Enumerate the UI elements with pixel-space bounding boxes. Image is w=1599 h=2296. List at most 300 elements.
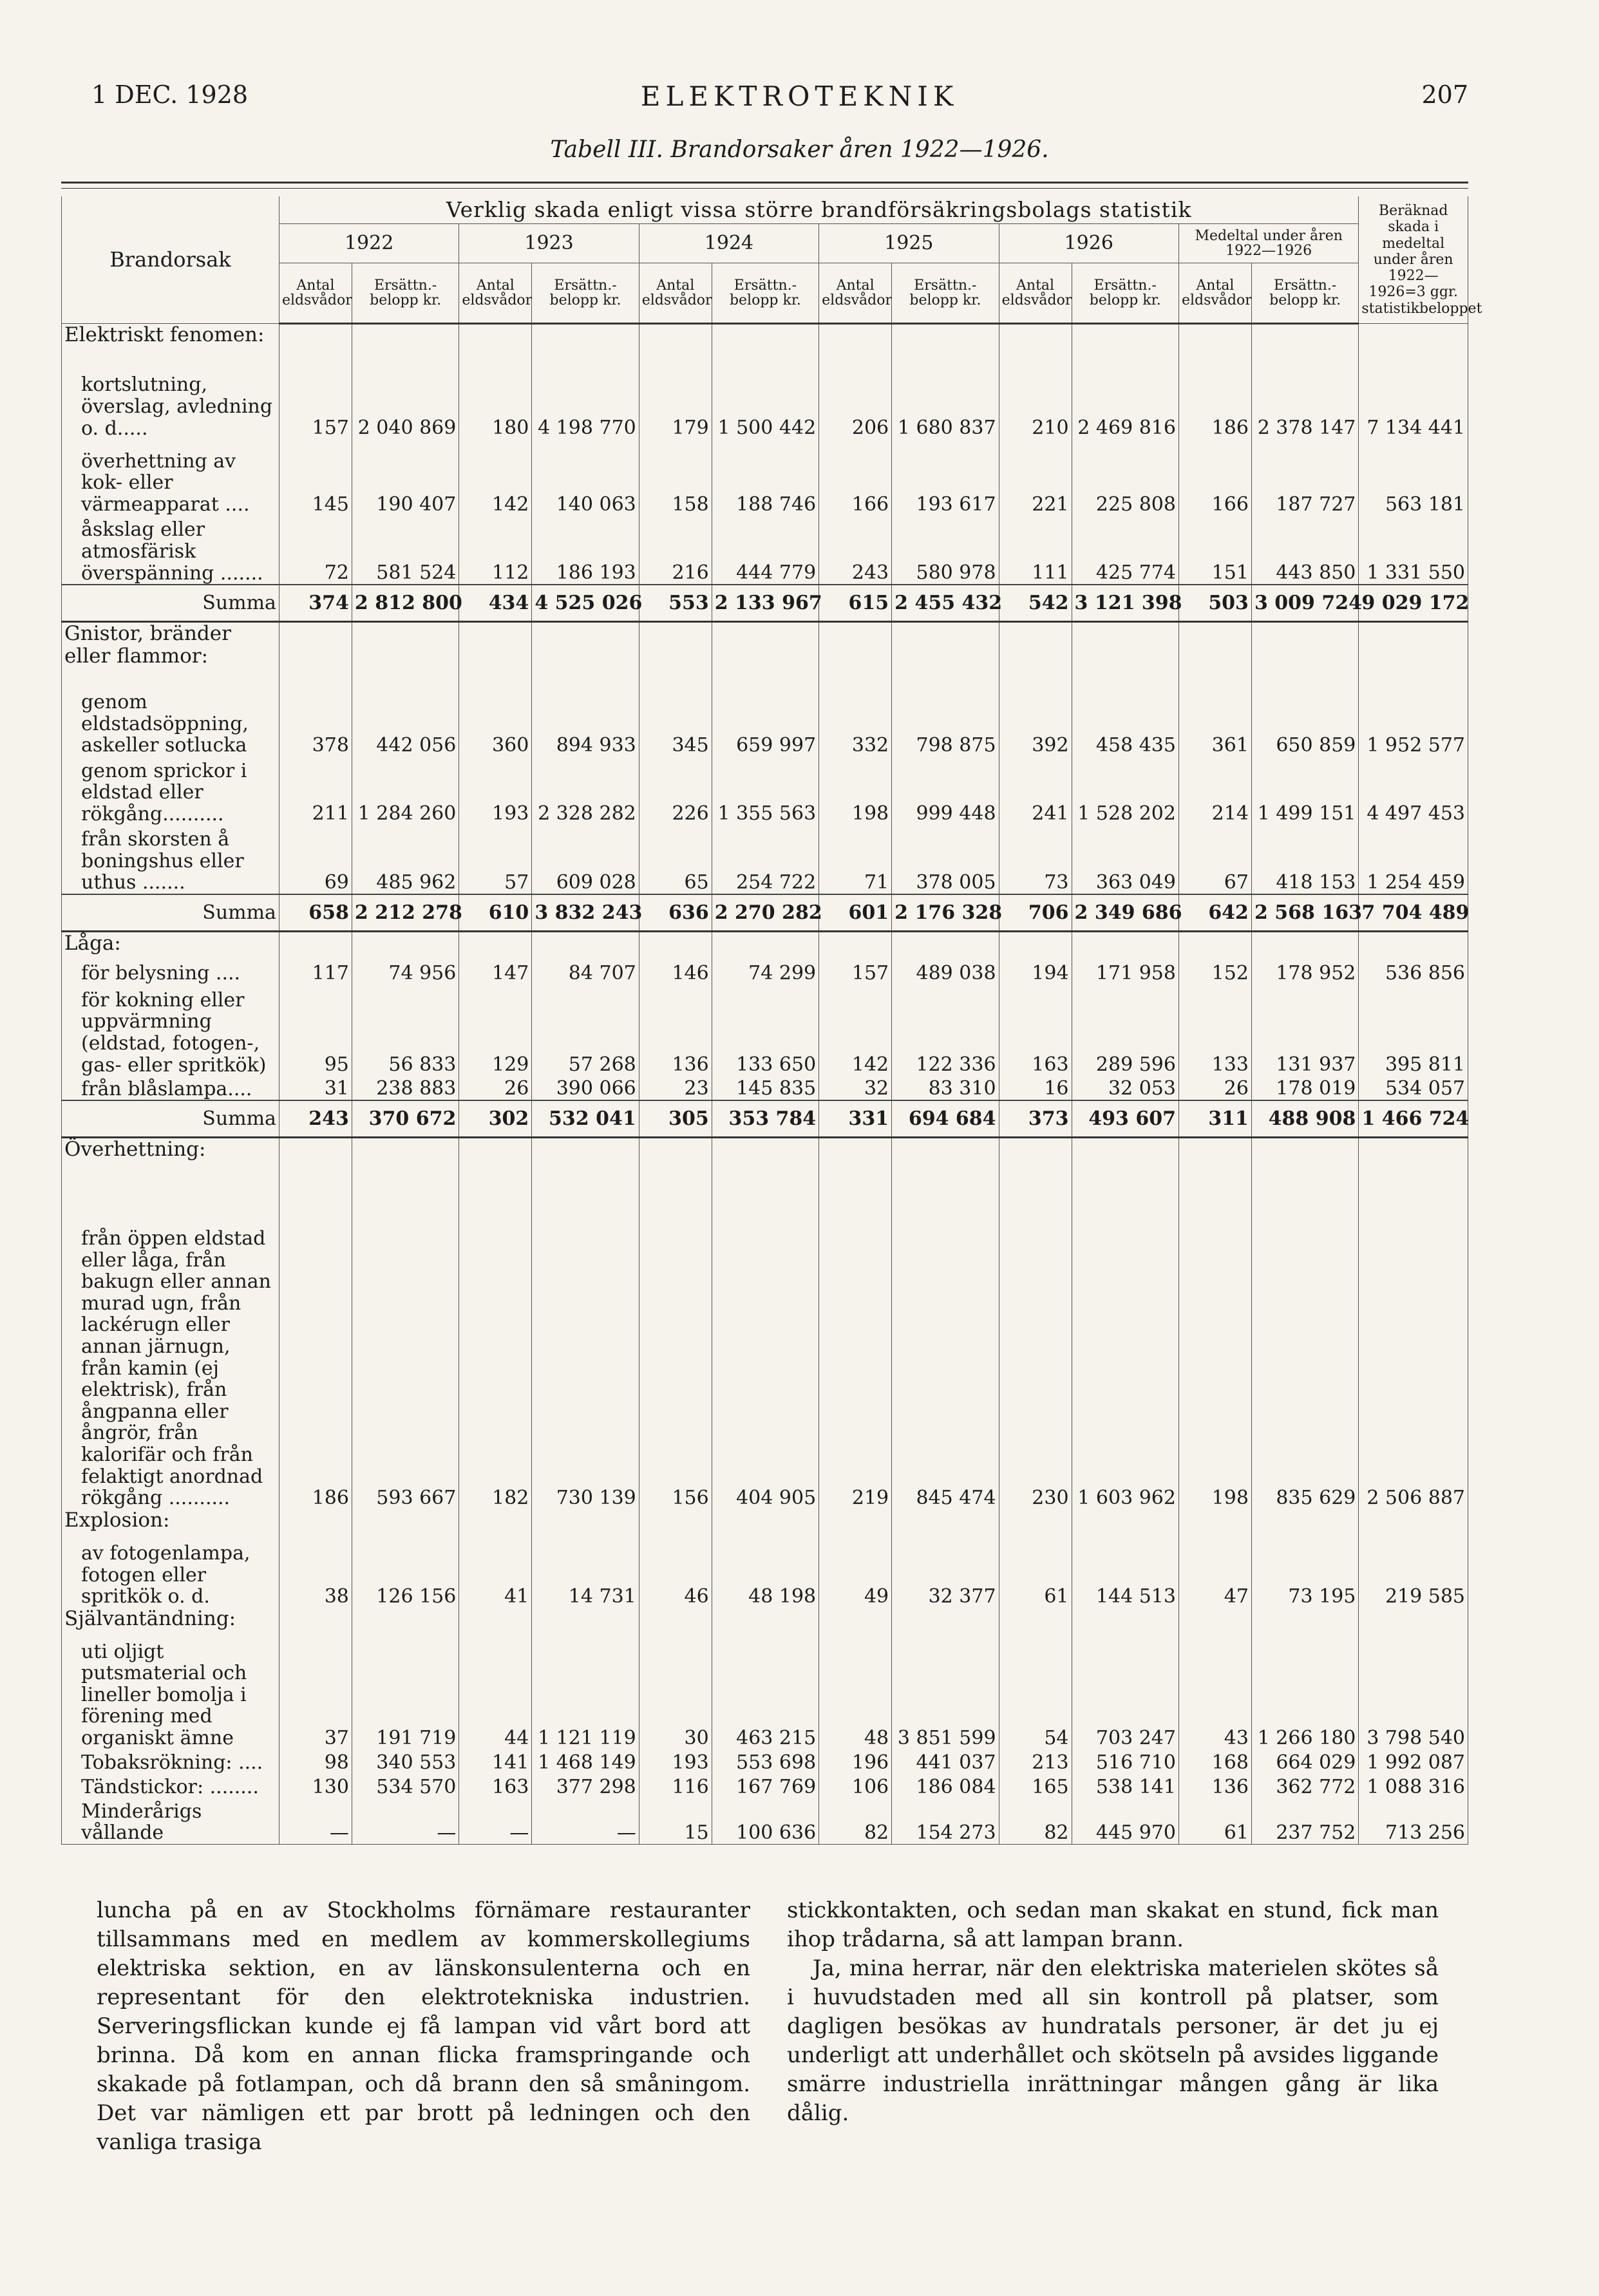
ersattn-cell: 2 328 282	[532, 757, 639, 825]
header-year: 1926	[999, 224, 1178, 263]
table-row	[62, 1798, 1468, 1845]
empty-cell	[819, 622, 892, 675]
empty-cell	[1359, 622, 1468, 675]
summa-row	[62, 894, 1468, 932]
ersattn-cell: 14 731	[532, 1539, 639, 1608]
header-antal: Antal eldsvådor	[459, 263, 532, 324]
empty-cell	[352, 932, 459, 957]
estimated-damage-cell: 1 254 459	[1359, 825, 1468, 894]
antal-cell: —	[279, 1798, 352, 1845]
ersattn-cell: 404 905	[712, 1169, 818, 1509]
table-body	[62, 324, 1468, 1845]
ersattn-cell: 441 037	[892, 1749, 999, 1774]
header-ersattn: Ersättn.-belopp kr.	[532, 263, 639, 324]
ersattn-cell: 532 041	[532, 1100, 639, 1138]
text-column-left	[97, 1896, 750, 2157]
antal-cell: 392	[999, 675, 1072, 757]
ersattn-cell: 84 707	[532, 957, 639, 984]
table-row	[62, 516, 1468, 585]
category-label: Låga:	[62, 932, 279, 957]
ersattn-cell: 538 141	[1072, 1774, 1178, 1798]
header-antal: Antal eldsvådor	[639, 263, 712, 324]
estimated-damage-cell: 713 256	[1359, 1798, 1468, 1845]
ersattn-cell: 593 667	[352, 1169, 459, 1509]
page-number: 207	[1421, 80, 1468, 109]
ersattn-cell: 2 176 328	[892, 894, 999, 932]
empty-cell	[1178, 622, 1251, 675]
estimated-damage-cell: 1 952 577	[1359, 675, 1468, 757]
antal-cell: 168	[1178, 1749, 1251, 1774]
antal-cell: 179	[639, 351, 712, 439]
estimated-damage-cell: 7 134 441	[1359, 351, 1468, 439]
ersattn-cell: 3 832 243	[532, 894, 639, 932]
table-row	[62, 1169, 1468, 1509]
antal-cell: 206	[819, 351, 892, 439]
antal-cell: 194	[999, 957, 1072, 984]
antal-cell: 65	[639, 825, 712, 894]
ersattn-cell: 463 215	[712, 1635, 818, 1749]
estimated-damage-cell: 1 466 724	[1359, 1100, 1468, 1138]
ersattn-cell: 187 727	[1251, 439, 1358, 515]
ersattn-cell: 553 698	[712, 1749, 818, 1774]
header-antal: Antal eldsvådor	[999, 263, 1072, 324]
header-antal: Antal eldsvådor	[1178, 263, 1251, 324]
antal-cell: 332	[819, 675, 892, 757]
summa-row	[62, 1100, 1468, 1138]
estimated-damage-cell: 1 992 087	[1359, 1749, 1468, 1774]
estimated-damage-cell: 1 331 550	[1359, 516, 1468, 585]
antal-cell: 61	[999, 1539, 1072, 1608]
empty-cell	[532, 1608, 639, 1635]
empty-cell	[1178, 1138, 1251, 1169]
antal-cell: 61	[1178, 1798, 1251, 1845]
category-row	[62, 1138, 1468, 1169]
ersattn-cell: 580 978	[892, 516, 999, 585]
antal-cell: 142	[459, 439, 532, 515]
header-average: Medeltal under åren 1922—1926	[1178, 224, 1358, 263]
estimated-damage-cell: 4 497 453	[1359, 757, 1468, 825]
empty-cell	[712, 1509, 818, 1539]
header-antal: Antal eldsvådor	[279, 263, 352, 324]
ersattn-cell: 444 779	[712, 516, 818, 585]
ersattn-cell: 48 198	[712, 1539, 818, 1608]
antal-cell: 133	[1178, 984, 1251, 1076]
estimated-damage-cell: 9 029 172	[1359, 585, 1468, 622]
ersattn-cell: 534 570	[352, 1774, 459, 1798]
ersattn-cell: 145 835	[712, 1076, 818, 1100]
empty-cell	[352, 622, 459, 675]
cause-label: Summa	[62, 894, 279, 932]
ersattn-cell: 370 672	[352, 1100, 459, 1138]
ersattn-cell: 442 056	[352, 675, 459, 757]
antal-cell: 26	[1178, 1076, 1251, 1100]
estimated-damage-cell: 534 057	[1359, 1076, 1468, 1100]
empty-cell	[1072, 932, 1178, 957]
ersattn-cell: 133 650	[712, 984, 818, 1076]
antal-cell: 129	[459, 984, 532, 1076]
ersattn-cell: 178 019	[1251, 1076, 1358, 1100]
antal-cell: 553	[639, 585, 712, 622]
antal-cell: 156	[639, 1169, 712, 1509]
estimated-damage-cell: 3 798 540	[1359, 1635, 1468, 1749]
ersattn-cell: 225 808	[1072, 439, 1178, 515]
category-label: Explosion:	[62, 1509, 279, 1539]
ersattn-cell: 237 752	[1251, 1798, 1358, 1845]
antal-cell: 82	[819, 1798, 892, 1845]
category-label: Självantändning:	[62, 1608, 279, 1635]
empty-cell	[279, 622, 352, 675]
empty-cell	[999, 622, 1072, 675]
ersattn-cell: 1 284 260	[352, 757, 459, 825]
empty-cell	[352, 324, 459, 351]
empty-cell	[532, 932, 639, 957]
header-ersattn: Ersättn.-belopp kr.	[1072, 263, 1178, 324]
estimated-damage-cell: 7 704 489	[1359, 894, 1468, 932]
antal-cell: 198	[819, 757, 892, 825]
antal-cell: 111	[999, 516, 1072, 585]
antal-cell: 166	[1178, 439, 1251, 515]
header-beraknad: Beräknad skada i medeltal under åren 1922—1926=3 ggr. statistikbeloppet	[1359, 196, 1468, 324]
empty-cell	[639, 1138, 712, 1169]
category-row	[62, 1608, 1468, 1635]
antal-cell: 360	[459, 675, 532, 757]
antal-cell: 151	[1178, 516, 1251, 585]
antal-cell: 230	[999, 1169, 1072, 1509]
antal-cell: 54	[999, 1635, 1072, 1749]
antal-cell: 116	[639, 1774, 712, 1798]
antal-cell: 57	[459, 825, 532, 894]
text-column-right	[787, 1896, 1439, 2128]
empty-cell	[1251, 932, 1358, 957]
ersattn-cell: 664 029	[1251, 1749, 1358, 1774]
antal-cell: 30	[639, 1635, 712, 1749]
cause-label: Tobaksrökning: ....	[62, 1749, 279, 1774]
table-row	[62, 957, 1468, 984]
antal-cell: 243	[279, 1100, 352, 1138]
category-label: Elektriskt fenomen:	[62, 324, 279, 351]
empty-cell	[279, 932, 352, 957]
cause-label: för kokning eller uppvärmning (eldstad, fotogen-, gas- eller spritkök)	[62, 984, 279, 1076]
antal-cell: 112	[459, 516, 532, 585]
antal-cell: 141	[459, 1749, 532, 1774]
empty-cell	[1251, 1608, 1358, 1635]
empty-cell	[819, 1138, 892, 1169]
header-year: 1924	[639, 224, 818, 263]
antal-cell: 73	[999, 825, 1072, 894]
ersattn-cell: 32 053	[1072, 1076, 1178, 1100]
antal-cell: 210	[999, 351, 1072, 439]
empty-cell	[459, 324, 532, 351]
antal-cell: 305	[639, 1100, 712, 1138]
issue-date: 1 DEC. 1928	[91, 80, 249, 109]
empty-cell	[892, 1138, 999, 1169]
ersattn-cell: 188 746	[712, 439, 818, 515]
ersattn-cell: 694 684	[892, 1100, 999, 1138]
empty-cell	[1178, 1608, 1251, 1635]
ersattn-cell: 4 198 770	[532, 351, 639, 439]
cause-label: av fotogenlampa, fotogen eller spritkök o. d.	[62, 1539, 279, 1608]
cause-label: Summa	[62, 585, 279, 622]
category-row	[62, 932, 1468, 957]
ersattn-cell: 3 009 724	[1251, 585, 1358, 622]
ersattn-cell: 56 833	[352, 984, 459, 1076]
empty-cell	[279, 324, 352, 351]
ersattn-cell: 581 524	[352, 516, 459, 585]
antal-cell: 211	[279, 757, 352, 825]
empty-cell	[999, 1509, 1072, 1539]
antal-cell: 44	[459, 1635, 532, 1749]
cause-label: från skorsten å boningshus eller uthus .......	[62, 825, 279, 894]
antal-cell: 241	[999, 757, 1072, 825]
antal-cell: 166	[819, 439, 892, 515]
empty-cell	[532, 622, 639, 675]
category-row	[62, 1509, 1468, 1539]
category-label: Gnistor, bränder eller flammor:	[62, 622, 279, 675]
antal-cell: 503	[1178, 585, 1251, 622]
ersattn-cell: 2 812 800	[352, 585, 459, 622]
empty-cell	[459, 1509, 532, 1539]
empty-cell	[1251, 324, 1358, 351]
ersattn-cell: 999 448	[892, 757, 999, 825]
antal-cell: 658	[279, 894, 352, 932]
ersattn-cell: 171 958	[1072, 957, 1178, 984]
empty-cell	[712, 1608, 818, 1635]
empty-cell	[1072, 1509, 1178, 1539]
empty-cell	[279, 1608, 352, 1635]
empty-cell	[1072, 622, 1178, 675]
antal-cell: 145	[279, 439, 352, 515]
antal-cell: 214	[1178, 757, 1251, 825]
top-rule-thin	[61, 188, 1468, 189]
antal-cell: 182	[459, 1169, 532, 1509]
antal-cell: 219	[819, 1169, 892, 1509]
antal-cell: 374	[279, 585, 352, 622]
antal-cell: 186	[279, 1169, 352, 1509]
ersattn-cell: 1 266 180	[1251, 1635, 1358, 1749]
empty-cell	[819, 932, 892, 957]
ersattn-cell: —	[532, 1798, 639, 1845]
antal-cell: 43	[1178, 1635, 1251, 1749]
antal-cell: 213	[999, 1749, 1072, 1774]
empty-cell	[532, 1509, 639, 1539]
empty-cell	[999, 1608, 1072, 1635]
ersattn-cell: 1 499 151	[1251, 757, 1358, 825]
fire-cause-table	[61, 196, 1482, 1845]
ersattn-cell: 73 195	[1251, 1539, 1358, 1608]
antal-cell: 226	[639, 757, 712, 825]
empty-cell	[639, 932, 712, 957]
ersattn-cell: 485 962	[352, 825, 459, 894]
antal-cell: 15	[639, 1798, 712, 1845]
empty-cell	[352, 1509, 459, 1539]
empty-cell	[352, 1138, 459, 1169]
antal-cell: 142	[819, 984, 892, 1076]
ersattn-cell: 340 553	[352, 1749, 459, 1774]
empty-cell	[1072, 324, 1178, 351]
antal-cell: 49	[819, 1539, 892, 1608]
antal-cell: 146	[639, 957, 712, 984]
antal-cell: 38	[279, 1539, 352, 1608]
ersattn-cell: 1 528 202	[1072, 757, 1178, 825]
estimated-damage-cell: 2 506 887	[1359, 1169, 1468, 1509]
antal-cell: 67	[1178, 825, 1251, 894]
ersattn-cell: 798 875	[892, 675, 999, 757]
table-caption: Tabell III. Brandorsaker åren 1922—1926.	[550, 136, 1049, 163]
paragraph: Ja, mina herrar, när den elektriska materielen skötes så i huvudstaden med all sin kontroll på platser, som dagligen besökas av hundratals personer, är det ju ej underligt att underhållet och skötseln på avsides liggande smärre industriella inrättningar mången gång är lika dålig.	[787, 1955, 1439, 2126]
antal-cell: 130	[279, 1774, 352, 1798]
ersattn-cell: —	[352, 1798, 459, 1845]
empty-cell	[279, 1138, 352, 1169]
antal-cell: 147	[459, 957, 532, 984]
ersattn-cell: 377 298	[532, 1774, 639, 1798]
ersattn-cell: 445 970	[1072, 1798, 1178, 1845]
cause-label: från öppen eldstad eller låga, från bakugn eller annan murad ugn, från lackérugn eller annan järnugn, från kamin (ej elektrisk), från ångpanna eller ångrör, från kalorifär och från felaktigt anordnad rökgång ..........	[62, 1169, 279, 1509]
antal-cell: 47	[1178, 1539, 1251, 1608]
ersattn-cell: 167 769	[712, 1774, 818, 1798]
ersattn-cell: 154 273	[892, 1798, 999, 1845]
empty-cell	[892, 1509, 999, 1539]
ersattn-cell: 2 568 163	[1251, 894, 1358, 932]
ersattn-cell: 1 680 837	[892, 351, 999, 439]
antal-cell: 31	[279, 1076, 352, 1100]
antal-cell: 345	[639, 675, 712, 757]
ersattn-cell: 493 607	[1072, 1100, 1178, 1138]
empty-cell	[892, 932, 999, 957]
antal-cell: 221	[999, 439, 1072, 515]
antal-cell: 48	[819, 1635, 892, 1749]
antal-cell: 37	[279, 1635, 352, 1749]
ersattn-cell: 193 617	[892, 439, 999, 515]
table-row	[62, 1774, 1468, 1798]
empty-cell	[712, 622, 818, 675]
antal-cell: 46	[639, 1539, 712, 1608]
ersattn-cell: 1 500 442	[712, 351, 818, 439]
empty-cell	[1359, 324, 1468, 351]
header-ersattn: Ersättn.-belopp kr.	[892, 263, 999, 324]
header-year: 1925	[819, 224, 999, 263]
header-ersattn: Ersättn.-belopp kr.	[712, 263, 818, 324]
top-rule	[61, 182, 1468, 183]
antal-cell: 542	[999, 585, 1072, 622]
ersattn-cell: 122 336	[892, 984, 999, 1076]
table-row	[62, 1539, 1468, 1608]
antal-cell: 163	[999, 984, 1072, 1076]
ersattn-cell: 2 133 967	[712, 585, 818, 622]
ersattn-cell: 458 435	[1072, 675, 1178, 757]
ersattn-cell: 2 349 686	[1072, 894, 1178, 932]
estimated-damage-cell: 219 585	[1359, 1539, 1468, 1608]
empty-cell	[1359, 1608, 1468, 1635]
antal-cell: 136	[639, 984, 712, 1076]
empty-cell	[279, 1509, 352, 1539]
empty-cell	[459, 1608, 532, 1635]
empty-cell	[639, 1608, 712, 1635]
category-label: Överhettning:	[62, 1138, 279, 1169]
empty-cell	[819, 324, 892, 351]
ersattn-cell: 835 629	[1251, 1169, 1358, 1509]
empty-cell	[1251, 1509, 1358, 1539]
journal-title: ELEKTROTEKNIK	[640, 80, 959, 112]
header-ersattn: Ersättn.-belopp kr.	[1251, 263, 1358, 324]
table-row	[62, 1635, 1468, 1749]
cause-label: för belysning ....	[62, 957, 279, 984]
antal-cell: 165	[999, 1774, 1072, 1798]
empty-cell	[999, 1138, 1072, 1169]
ersattn-cell: 2 212 278	[352, 894, 459, 932]
ersattn-cell: 140 063	[532, 439, 639, 515]
cause-label: åskslag eller atmosfärisk överspänning .......	[62, 516, 279, 585]
empty-cell	[1251, 622, 1358, 675]
ersattn-cell: 32 377	[892, 1539, 999, 1608]
table-row	[62, 351, 1468, 439]
empty-cell	[639, 324, 712, 351]
antal-cell: 152	[1178, 957, 1251, 984]
cause-label: kortslutning, överslag, avledning o. d.....	[62, 351, 279, 439]
ersattn-cell: 489 038	[892, 957, 999, 984]
ersattn-cell: 609 028	[532, 825, 639, 894]
antal-cell: 706	[999, 894, 1072, 932]
empty-cell	[1359, 1509, 1468, 1539]
cause-label: uti oljigt putsmaterial och lineller bomolja i förening med organiskt ämne	[62, 1635, 279, 1749]
cause-label: Tändstickor: ........	[62, 1774, 279, 1798]
ersattn-cell: 144 513	[1072, 1539, 1178, 1608]
table-row	[62, 675, 1468, 757]
empty-cell	[1072, 1608, 1178, 1635]
header-ersattn: Ersättn.-belopp kr.	[352, 263, 459, 324]
antal-cell: 117	[279, 957, 352, 984]
antal-cell: 216	[639, 516, 712, 585]
antal-cell: 361	[1178, 675, 1251, 757]
estimated-damage-cell: 395 811	[1359, 984, 1468, 1076]
antal-cell: 41	[459, 1539, 532, 1608]
summa-row	[62, 585, 1468, 622]
ersattn-cell: 2 270 282	[712, 894, 818, 932]
ersattn-cell: 126 156	[352, 1539, 459, 1608]
ersattn-cell: 186 084	[892, 1774, 999, 1798]
empty-cell	[1072, 1138, 1178, 1169]
empty-cell	[892, 622, 999, 675]
antal-cell: 193	[459, 757, 532, 825]
antal-cell: 98	[279, 1749, 352, 1774]
table-row	[62, 1749, 1468, 1774]
antal-cell: 196	[819, 1749, 892, 1774]
ersattn-cell: 418 153	[1251, 825, 1358, 894]
empty-cell	[639, 1509, 712, 1539]
empty-cell	[892, 324, 999, 351]
empty-cell	[999, 324, 1072, 351]
antal-cell: 610	[459, 894, 532, 932]
ersattn-cell: 425 774	[1072, 516, 1178, 585]
empty-cell	[352, 1608, 459, 1635]
ersattn-cell: 254 722	[712, 825, 818, 894]
table-row	[62, 984, 1468, 1076]
ersattn-cell: 362 772	[1251, 1774, 1358, 1798]
ersattn-cell: 443 850	[1251, 516, 1358, 585]
antal-cell: 378	[279, 675, 352, 757]
ersattn-cell: 1 121 119	[532, 1635, 639, 1749]
empty-cell	[712, 1138, 818, 1169]
header-year: 1922	[279, 224, 459, 263]
ersattn-cell: 289 596	[1072, 984, 1178, 1076]
antal-cell: 23	[639, 1076, 712, 1100]
antal-cell: 373	[999, 1100, 1072, 1138]
empty-cell	[712, 932, 818, 957]
estimated-damage-cell: 536 856	[1359, 957, 1468, 984]
antal-cell: 311	[1178, 1100, 1251, 1138]
ersattn-cell: 74 956	[352, 957, 459, 984]
ersattn-cell: 131 937	[1251, 984, 1358, 1076]
ersattn-cell: 363 049	[1072, 825, 1178, 894]
